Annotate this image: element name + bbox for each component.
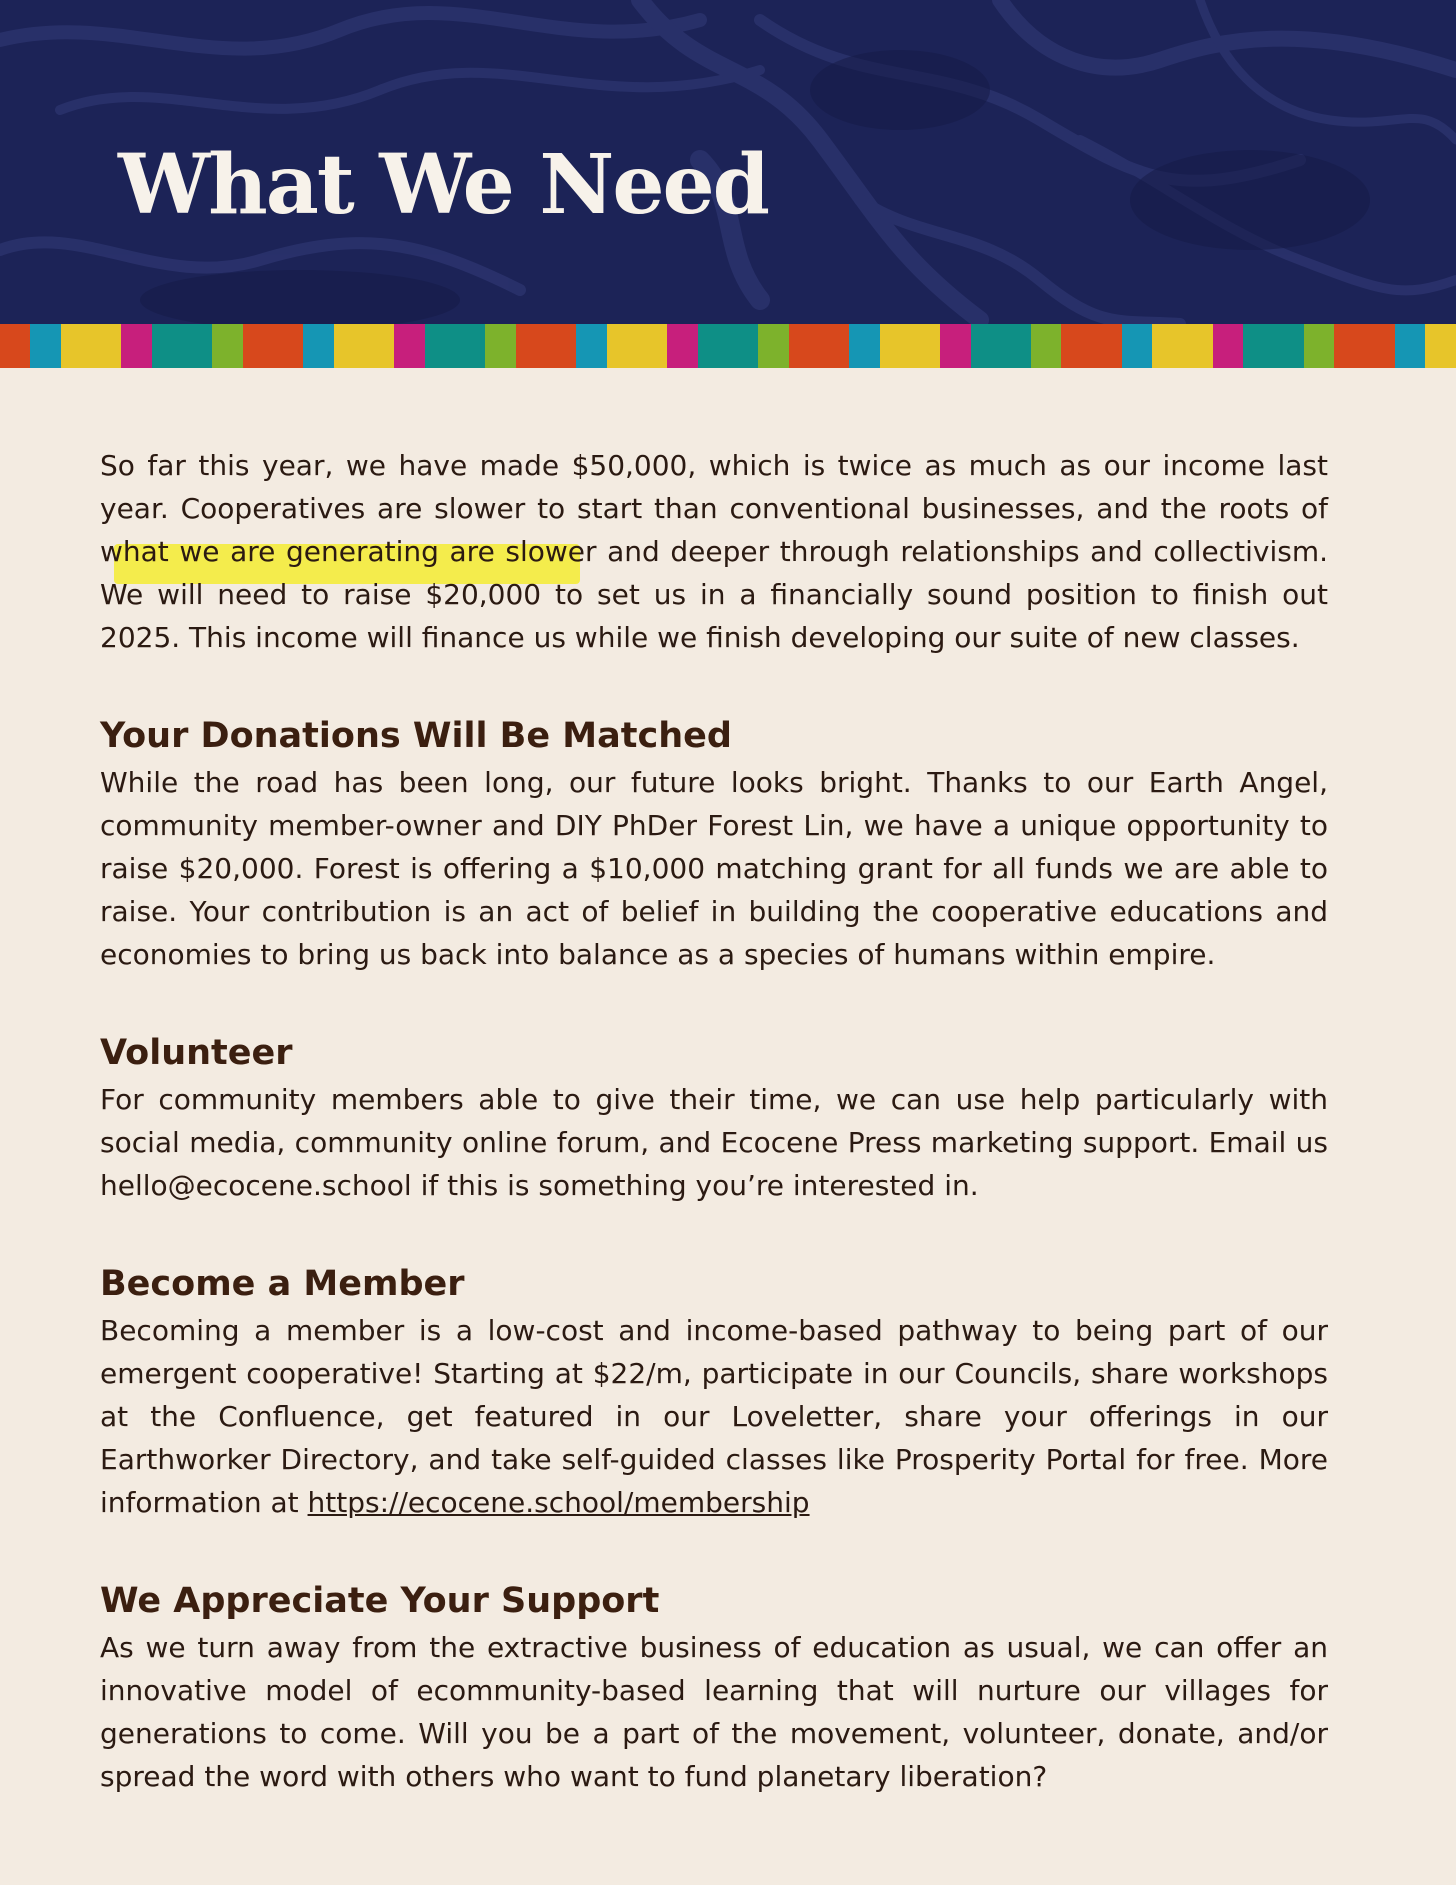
stripe-segment	[0, 324, 30, 368]
stripe-segment	[849, 324, 879, 368]
stripe-segment	[303, 324, 333, 368]
stripe-segment	[1092, 324, 1122, 368]
support-body: As we turn away from the extractive business of education as usual, we can offer an innovative model of ecommunity-based learning that will nurture our villages for generations to come. Will you be a part of the movement, volunteer, donate, and/or spread the word with others who want to fund planetary liberation?	[100, 1631, 1328, 1793]
stripe-segment	[273, 324, 303, 368]
stripe-segment	[1304, 324, 1334, 368]
stripe-segment	[789, 324, 819, 368]
stripe-segment	[576, 324, 606, 368]
donations-body: While the road has been long, our future looks bright. Thanks to our Earth Angel, community member-owner and DIY PhDer Forest Lin, we have a unique opportunity to raise $20,000. Forest is offering a $10,000 matching grant for all funds we are able to raise. Your contribution is an act of belief in building the cooperative educations and economies to bring us back into balance as a species of humans within empire.	[100, 766, 1328, 971]
stripe-segment	[910, 324, 940, 368]
donations-section	[100, 711, 1328, 976]
member-section	[100, 1259, 1328, 1524]
stripe-segment	[1001, 324, 1031, 368]
support-section	[100, 1576, 1328, 1798]
stripe-segment	[1152, 324, 1182, 368]
stripe-segment	[485, 324, 515, 368]
main-content	[100, 444, 1328, 1798]
member-body-text: Becoming a member is a low-cost and income-based pathway to being part of our emergent cooperative! Starting at $22/m, participate in our Councils, share workshops at the Confluence, get featured in our Loveletter, share your offerings in our Earthworker Directory, and take self-guided classes like Prosperity Portal for free. More information at	[100, 1314, 1328, 1519]
stripe-segment	[1031, 324, 1061, 368]
membership-link[interactable]: https://ecocene.school/membership	[307, 1486, 810, 1519]
stripe-segment	[425, 324, 455, 368]
donations-heading: Your Donations Will Be Matched	[100, 716, 732, 756]
stripe-segment	[880, 324, 910, 368]
stripe-segment	[607, 324, 637, 368]
stripe-segment	[758, 324, 788, 368]
stripe-segment	[1425, 324, 1455, 368]
member-body	[100, 1309, 1328, 1524]
member-heading: Become a Member	[100, 1264, 465, 1304]
color-stripe-divider	[0, 324, 1456, 368]
volunteer-heading: Volunteer	[100, 1033, 293, 1073]
stripe-segment	[546, 324, 576, 368]
stripe-segment	[1183, 324, 1213, 368]
stripe-segment	[61, 324, 91, 368]
stripe-segment	[698, 324, 728, 368]
stripe-segment	[971, 324, 1001, 368]
stripe-segment	[1365, 324, 1395, 368]
support-heading: We Appreciate Your Support	[100, 1581, 660, 1621]
stripe-segment	[1122, 324, 1152, 368]
stripe-segment	[1334, 324, 1364, 368]
stripe-segment	[30, 324, 60, 368]
volunteer-section	[100, 1028, 1328, 1207]
volunteer-body: For community members able to give their time, we can use help particularly with social media, community online forum, and Ecocene Press marketing support. Email us hello@ecocene.school if this is something you’re interested in.	[100, 1083, 1328, 1202]
header-banner	[0, 0, 1456, 324]
stripe-segment	[455, 324, 485, 368]
stripe-segment	[819, 324, 849, 368]
page-title: What We Need	[118, 137, 769, 233]
stripe-segment	[1395, 324, 1425, 368]
stripe-segment	[667, 324, 697, 368]
stripe-segment	[243, 324, 273, 368]
stripe-segment	[152, 324, 182, 368]
stripe-segment	[516, 324, 546, 368]
stripe-segment	[121, 324, 151, 368]
intro-block	[100, 444, 1328, 659]
stripe-segment	[940, 324, 970, 368]
stripe-segment	[1213, 324, 1243, 368]
stripe-segment	[334, 324, 364, 368]
stripe-segment	[394, 324, 424, 368]
stripe-segment	[182, 324, 212, 368]
stripe-segment	[212, 324, 242, 368]
stripe-segment	[728, 324, 758, 368]
intro-paragraph: So far this year, we have made $50,000, which is twice as much as our income last year. Cooperatives are slower to start than conventional businesses, and the roots of what we are generating are slower and deeper through relationships and collectivism. We will need to raise $20,000 to set us in a financially sound position to finish out 2025. This income will finance us while we finish developing our suite of new classes.	[100, 449, 1328, 654]
stripe-segment	[1061, 324, 1091, 368]
stripe-segment	[91, 324, 121, 368]
stripe-segment	[1274, 324, 1304, 368]
stripe-segment	[1243, 324, 1273, 368]
stripe-segment	[637, 324, 667, 368]
stripe-segment	[364, 324, 394, 368]
